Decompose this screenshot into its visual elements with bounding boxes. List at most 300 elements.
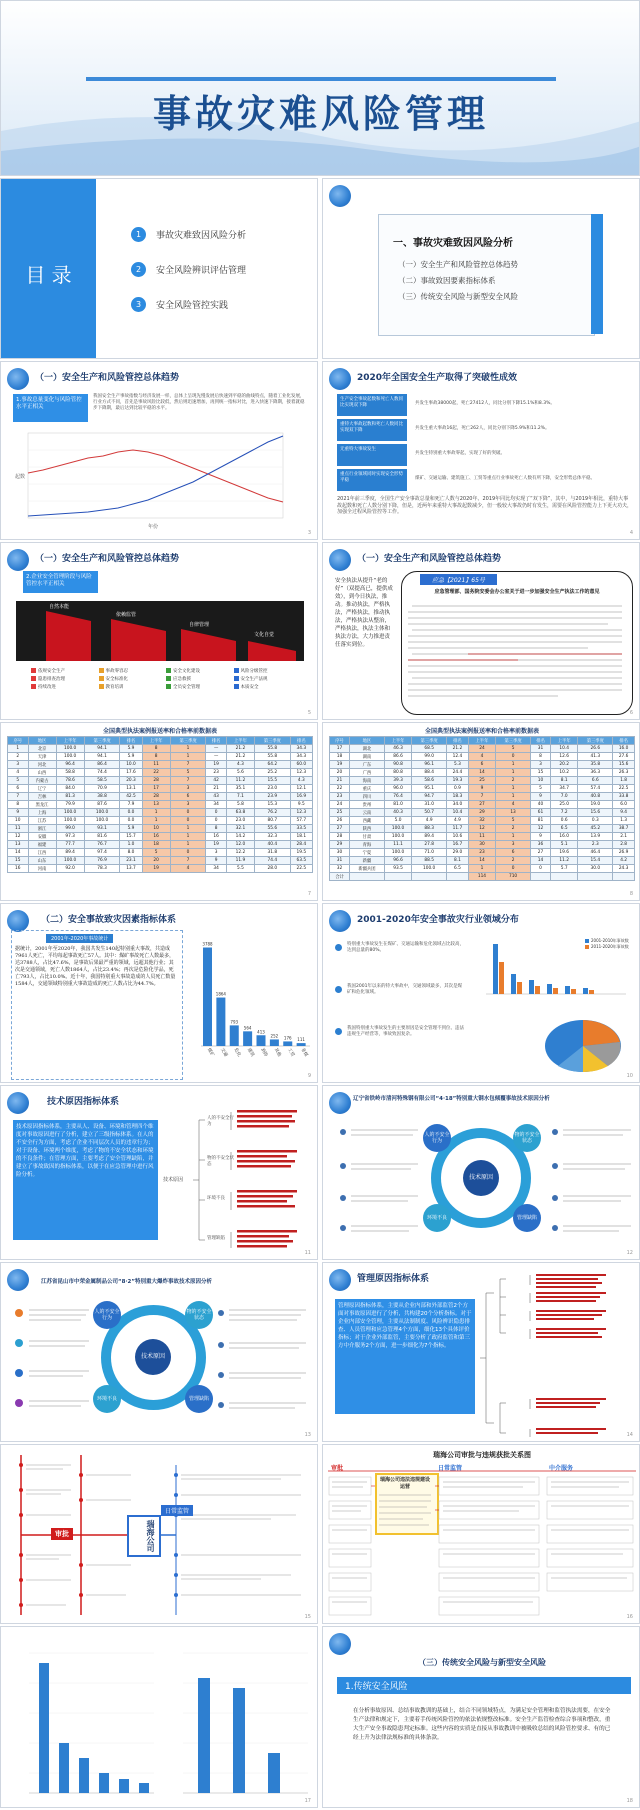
table-cell: 15.4 (578, 857, 613, 865)
table-slide-1 (0, 722, 318, 901)
table-cell: 40.4 (254, 841, 290, 849)
table-cell: 6.0 (613, 801, 635, 809)
table-cell: 81.3 (56, 793, 84, 801)
table-cell: 19.3 (447, 777, 469, 785)
highlight-box: 1.事故总量变化与风险管控水平正相关 (13, 394, 88, 422)
enforcement-note: 安全执法从提升“老的好”（双提高已，提供成效），到今日执法，推动。推动执法，严格执法，严格执法，推动执法，严格执法从整治，严格执法，执法主体和执法方法，大力推进责任落实到位。 (335, 578, 393, 648)
table-cell: 5 (8, 777, 29, 785)
tree-branch: 物的不安全状态 (207, 1156, 234, 1167)
table-cell: 2 (496, 857, 531, 865)
toc-item[interactable] (131, 217, 246, 252)
table-cell: 3 (530, 761, 550, 769)
table-cell: 58.6 (412, 777, 447, 785)
table-cell: 0 (170, 817, 206, 825)
table-cell: 35.1 (226, 785, 254, 793)
table-cell (350, 873, 385, 881)
table-row (8, 761, 313, 769)
slide-title: 江苏省昆山市中荣金属制品公司“8·2”特别重大爆炸事故技术原因分析 (41, 1279, 212, 1285)
table-row (8, 809, 313, 817)
section1-slide (322, 178, 640, 359)
table-cell: 6 (468, 761, 495, 769)
legend-item: 安全生产法规 (234, 676, 302, 682)
table-cell: 10.0 (120, 761, 142, 769)
table-cell (530, 873, 550, 881)
table-cell: 15.5 (254, 777, 290, 785)
table-cell: 95.1 (412, 785, 447, 793)
management-tree (478, 1273, 638, 1438)
table-cell: 山西 (28, 769, 56, 777)
tree-branch: 环境不良 (207, 1196, 225, 1201)
table-cell: 北京 (28, 745, 56, 753)
table-cell: 7.9 (120, 801, 142, 809)
table-cell: 0.6 (550, 817, 577, 825)
supervision-label: 日常监管 (161, 1505, 193, 1516)
bar-value-label: 793 (230, 1019, 239, 1025)
table-cell: 27.8 (412, 841, 447, 849)
table-cell: 19.0 (578, 801, 613, 809)
table-cell: 25.2 (254, 769, 290, 777)
table-cell: 40 (530, 801, 550, 809)
table-row (330, 777, 635, 785)
table-cell: 5 (170, 769, 206, 777)
table-cell: 7 (170, 777, 206, 785)
bar-value-label: 252 (270, 1033, 279, 1039)
table-cell: 43 (206, 793, 227, 801)
table-row (330, 785, 635, 793)
table-cell: 100.0 (84, 809, 120, 817)
bar-消防 (257, 1035, 266, 1046)
table-cell: 1 (468, 865, 495, 873)
table-cell: 1 (170, 745, 206, 753)
table-cell: 4.3 (226, 761, 254, 769)
result-row (337, 444, 632, 466)
case-text-lines (1, 1263, 318, 1442)
table-cell: 3 (8, 761, 29, 769)
page-number: 16 (626, 1614, 633, 1620)
stage-label: 文化自觉 (254, 632, 275, 638)
table-cell: 21.2 (226, 745, 254, 753)
table-row (330, 833, 635, 841)
table-cell: 13.7 (120, 865, 142, 873)
industry-slide (322, 903, 640, 1083)
table-cell: 20 (330, 769, 350, 777)
corner-bubble-icon (7, 549, 29, 571)
table-cell: 6.6 (578, 777, 613, 785)
ruihai-slide (0, 1444, 318, 1624)
table-cell: 25.0 (550, 801, 577, 809)
table-header-cell: 排名 (206, 737, 227, 745)
legend-item: 全员安全管理 (166, 684, 234, 690)
table-cell: 100.0 (56, 857, 84, 865)
toc-item[interactable] (131, 252, 246, 287)
table-caption: 全国典型执法案例报送率和合格率前数据表 (424, 728, 539, 735)
table-cell: 99.0 (56, 825, 84, 833)
trend-description: 我国安全生产事故指数与经济发展一样，总体上呈现先慢发展后快速到平稳的曲线特点，随着工业化发展，行业方式不同，首先是事故风险比较低，然后则迅速增加，再到统一指标对比，进入快速下降期，接着就稳步下降期，最后达到比较平稳的水平。 (93, 394, 305, 411)
table-cell (384, 873, 411, 881)
table-header-cell: 上半年 (226, 737, 254, 745)
table-header-cell: 排名 (613, 737, 635, 745)
table-cell: 30.0 (578, 865, 613, 873)
section1-heading: 一、事故灾难致因风险分析 (393, 238, 513, 249)
table-cell: 7.0 (550, 793, 577, 801)
table-cell: 25 (330, 809, 350, 817)
table-cell: 11 (142, 761, 170, 769)
table-cell: 100.0 (384, 825, 411, 833)
table-cell: 4 (496, 801, 531, 809)
table-cell: 14 (530, 857, 550, 865)
corner-bubble-icon (329, 1269, 351, 1291)
table-cell: 1 (8, 745, 29, 753)
table-cell: 114 (468, 873, 495, 881)
slide-title: 管理原因指标体系 (357, 1274, 430, 1284)
table-cell: 16.0 (613, 745, 635, 753)
table-cell: 76.9 (84, 857, 120, 865)
table-cell: 76.7 (84, 841, 120, 849)
table-cell: 5.8 (226, 801, 254, 809)
bar-category-label: 非煤 (299, 1047, 309, 1058)
table-cell: 11 (8, 825, 29, 833)
table-header-cell: 第三季度 (496, 737, 531, 745)
enforcement-slide (322, 542, 640, 720)
table-cell: 5.9 (120, 753, 142, 761)
table-cell: 58.5 (84, 777, 120, 785)
table-cell: 8 (142, 753, 170, 761)
table-cell: 55.6 (254, 825, 290, 833)
table-header-cell: 序号 (8, 737, 29, 745)
subsection-bar (337, 1677, 631, 1694)
bar-value-label: 176 (283, 1035, 292, 1041)
table-cell: 29.0 (447, 849, 469, 857)
toc-item-label: 事故灾难致因风险分析 (156, 231, 247, 241)
traditional-risk-text: 在分析事故原因、总结事故教训的基础上，结合不同领域特点，为满足安全管理和监管执法需要，在安全生产法律和规定下，主要着手传统风险管控的依法依规整改标准。安全生产监管检查综合事项和整改，重大生产安全事故隐患判定标准。这些内容的实质是直接从事故教训中被吸收总结的风险管控要求、有的已经上升为法律法规标准的具体条款。 (353, 1708, 611, 1741)
fatalities-bar-chart (187, 934, 312, 1074)
traditional-risk-slide (322, 1626, 640, 1808)
table-cell: 16 (206, 833, 227, 841)
table-cell: 6.5 (550, 825, 577, 833)
page-number: 15 (304, 1614, 311, 1620)
table-header-cell: 第三季度 (412, 737, 447, 745)
table-cell: 24.4 (447, 769, 469, 777)
table-cell: 86.4 (84, 761, 120, 769)
document-title: 应急管理部、国务院安委会办公室关于进一步加强安全生产执法工作的意见 (434, 589, 600, 595)
table-cell: 24 (330, 801, 350, 809)
table-cell: 32.1 (226, 825, 254, 833)
slide-title: （一）安全生产和风险管控总体趋势 (35, 373, 180, 383)
page-number: 11 (304, 1250, 311, 1256)
table-cell: 四川 (350, 793, 385, 801)
table-cell: 24.3 (613, 865, 635, 873)
table-cell: 100.0 (56, 753, 84, 761)
result-tag: 生产安全事故起数和死亡人数同比实现双下降 (337, 394, 407, 416)
table-cell (447, 873, 469, 881)
relation-map-title: 瑞海公司审批与违规获批关系图 (433, 1451, 531, 1459)
table-header-cell: 排名 (290, 737, 312, 745)
table-cell: 100.0 (56, 809, 84, 817)
toc-title: 目 录 (25, 263, 72, 287)
bar-category-label: 危化 (232, 1047, 242, 1058)
table-row (330, 841, 635, 849)
table-row (8, 833, 313, 841)
result-text: 共发生特别重大事故零起，实现了好的突破。 (415, 451, 505, 456)
bar-value-label: 111 (297, 1037, 305, 1043)
table-cell: 0 (530, 865, 550, 873)
result-text: 共发生重大事故16起，死亡262人，同比分别下降5.9%和11.2%。 (415, 426, 550, 431)
table-cell: 19 (330, 761, 350, 769)
subsection-title: 1.传统安全风险 (345, 1682, 408, 1692)
table-cell: 40.8 (578, 793, 613, 801)
table-cell: 26.6 (578, 745, 613, 753)
bar-category-label: 建筑 (245, 1047, 255, 1058)
legend-item: 安全文化建设 (166, 668, 234, 674)
table-cell: 81.6 (84, 833, 120, 841)
table-cell: 20 (142, 857, 170, 865)
table-header-cell: 上半年 (468, 737, 495, 745)
table-cell: 22.5 (290, 865, 312, 873)
page-number: 9 (307, 1073, 311, 1079)
cycle-node: 环境不良 (93, 1385, 121, 1413)
slide-title: （一）安全生产和风险管控总体趋势 (357, 554, 502, 564)
table-cell: 87.6 (84, 801, 120, 809)
table-cell: 2.1 (613, 833, 635, 841)
table-cell: 11.7 (447, 825, 469, 833)
table-cell: 11.1 (384, 841, 411, 849)
table-row (8, 849, 313, 857)
table-cell: 10.6 (447, 833, 469, 841)
table-cell: 11.9 (226, 857, 254, 865)
table-cell: 22.5 (613, 785, 635, 793)
table-cell: 92.0 (56, 865, 84, 873)
bar-category-label: 其他 (272, 1047, 282, 1058)
industry-point: 我国2001年以来的特大事故中，交通领域最多，其次是煤矿和危化领域。 (335, 984, 465, 996)
slide-title: （二）安全事故致灾因素指标体系 (41, 915, 177, 925)
table-cell: 16 (142, 833, 170, 841)
table-cell: 15 (530, 769, 550, 777)
table-cell: 18.3 (447, 793, 469, 801)
legend-item: 持续改进 (31, 684, 99, 690)
table-cell: 9 (8, 809, 29, 817)
table-row (330, 769, 635, 777)
table-cell: 96.6 (384, 857, 411, 865)
table-cell: 96.1 (412, 761, 447, 769)
relation-map-slide (322, 1444, 640, 1624)
bar-value-label: 564 (243, 1025, 252, 1031)
cover-title: 事故灾难风险管理 (152, 91, 489, 136)
table-cell: 12 (468, 825, 495, 833)
result-text: 煤矿、交通运输、建筑施工、工贸等重点行业事故死亡人数有所下降，安全形势总体平稳。 (415, 476, 595, 481)
bar-建筑 (243, 1031, 252, 1046)
table-cell: 湖南 (350, 753, 385, 761)
table-cell: 710 (496, 873, 531, 881)
table-cell: 23 (330, 793, 350, 801)
table-cell: 8.1 (447, 857, 469, 865)
table-cell: 1 (496, 793, 531, 801)
table-cell: 10.4 (550, 745, 577, 753)
toc-list (131, 217, 246, 322)
section1-accent-bar (591, 214, 603, 334)
results-2020-slide (322, 361, 640, 540)
legend-item: 应急救援 (166, 676, 234, 682)
table-cell: 20.2 (550, 761, 577, 769)
page-number: 4 (629, 530, 633, 536)
table-cell: 16.9 (290, 793, 312, 801)
table-cell: 18.1 (290, 833, 312, 841)
slide-title: （三）传统安全风险与新型安全风险 (418, 1658, 546, 1667)
table-cell: 5.9 (120, 745, 142, 753)
table-cell: 1.0 (120, 841, 142, 849)
table-cell: 2.8 (613, 841, 635, 849)
table-cell: 15 (8, 857, 29, 865)
toc-item[interactable] (131, 287, 246, 322)
table-cell: 33.8 (613, 793, 635, 801)
table-cell: 13.9 (578, 833, 613, 841)
cycle-node: 人的不安全行为 (423, 1124, 451, 1152)
corner-bubble-icon (329, 549, 351, 571)
table-cell: 13 (8, 841, 29, 849)
table-cell: 32 (468, 817, 495, 825)
table-cell: 32 (330, 865, 350, 873)
table-cell: 24 (468, 745, 495, 753)
table-cell: 14 (468, 857, 495, 865)
stage-label: 自律管理 (189, 622, 210, 628)
table-header-cell: 排名 (530, 737, 550, 745)
table-cell: 1 (496, 769, 531, 777)
table-row (330, 809, 635, 817)
table-cell: 96.0 (384, 785, 411, 793)
table-cell: 70.9 (84, 785, 120, 793)
table-row (330, 857, 635, 865)
table-cell: 5.5 (226, 865, 254, 873)
table-header-cell: 上半年 (56, 737, 84, 745)
legend-item: 2001-2010年事故数 (585, 938, 629, 944)
bar-category-label: 交通 (219, 1047, 228, 1058)
corner-bubble-icon (329, 1633, 351, 1655)
table-cell: 8 (142, 745, 170, 753)
table-cell: 安徽 (28, 833, 56, 841)
table-cell: 4 (8, 769, 29, 777)
table-cell: 34 (206, 865, 227, 873)
trend-line-chart (13, 428, 298, 533)
table-cell: 31 (530, 745, 550, 753)
table-cell: 8 (530, 753, 550, 761)
table-cell: 26.3 (613, 769, 635, 777)
kunshan-case-slide (0, 1262, 318, 1442)
management-index-slide (322, 1262, 640, 1442)
corner-bubble-icon (329, 368, 351, 390)
table-cell: 1 (496, 761, 531, 769)
table-row (8, 769, 313, 777)
table-cell: 32.3 (254, 833, 290, 841)
table-cell: 88.3 (412, 825, 447, 833)
table-cell: 81.0 (384, 801, 411, 809)
table-cell: 0.3 (578, 817, 613, 825)
slide-title: 技术原因指标体系 (47, 1097, 120, 1107)
table-row (330, 753, 635, 761)
table-cell: 34.0 (447, 801, 469, 809)
relation-map-lines (323, 1445, 640, 1624)
table-cell: 福建 (28, 841, 56, 849)
table-cell: 新疆兵团 (350, 865, 385, 873)
table-cell: 12 (8, 833, 29, 841)
table-cell: 10 (8, 817, 29, 825)
toc-item-number: 3 (131, 297, 146, 312)
table-cell: 30 (330, 849, 350, 857)
table-cell: 9 (468, 785, 495, 793)
table-caption: 全国典型执法案例报送率和合格率前数据表 (102, 728, 217, 735)
table-cell: 新疆 (350, 857, 385, 865)
table-cell: 100.0 (384, 833, 411, 841)
table-cell: 1 (170, 753, 206, 761)
table-cell: 4 (468, 753, 495, 761)
industry-point: 特别重大事故发生在煤矿、交通运输和危化领域占比较高，达到总量的80%。 (335, 942, 465, 954)
page-number: 6 (629, 710, 633, 716)
table-cell: 38.8 (84, 793, 120, 801)
table-cell: 11.2 (226, 777, 254, 785)
table-cell: 100.0 (384, 849, 411, 857)
table-header-cell: 第三季度 (84, 737, 120, 745)
relation-column-header: 中介服务 (549, 1465, 574, 1472)
table-row (330, 849, 635, 857)
table-cell: 12 (530, 825, 550, 833)
table-cell: 10 (142, 825, 170, 833)
table-row (8, 777, 313, 785)
table-cell: 贵州 (350, 801, 385, 809)
table-cell: 12.3 (290, 769, 312, 777)
table-cell: 1 (142, 817, 170, 825)
table-header-cell: 序号 (330, 737, 350, 745)
table-cell: 22 (330, 785, 350, 793)
section1-item: （三）传统安全风险与新型安全风险 (398, 292, 518, 301)
table-cell: 90.8 (384, 761, 411, 769)
result-row (337, 469, 632, 491)
table-cell: 1 (170, 833, 206, 841)
relation-center-title: 瑞海公司违法违规建设运营 (379, 1477, 430, 1490)
page-number: 17 (304, 1798, 311, 1804)
table-cell: 20.3 (120, 777, 142, 785)
right-bar-chart (163, 1633, 313, 1803)
cycle-node: 管理缺陷 (185, 1385, 213, 1413)
table-cell: 合计 (330, 873, 350, 881)
table-cell: — (206, 745, 227, 753)
table-cell: 9.4 (613, 809, 635, 817)
table-cell: 天津 (28, 753, 56, 761)
table-cell: 3 (496, 841, 531, 849)
table-cell: 浙江 (28, 825, 56, 833)
table-cell (550, 873, 577, 881)
table-cell: 28 (142, 777, 170, 785)
table-cell: 18 (142, 841, 170, 849)
table-cell: 42.5 (120, 793, 142, 801)
industry-point: 我国特别重大事故发生的主要原因是安全管理不到位、违法违规生产经营等，事故致因复杂。 (335, 1026, 465, 1038)
table-cell: 陕西 (350, 825, 385, 833)
slide-title: 2020年全国安全生产取得了突破性成效 (357, 373, 518, 383)
table-cell: 61 (530, 809, 550, 817)
table-cell: 30 (468, 841, 495, 849)
table-cell: 84.0 (56, 785, 84, 793)
bar-煤矿 (203, 948, 212, 1046)
cycle-center: 技术原因 (135, 1339, 171, 1375)
highlight-box: 2.企业安全管理阶段与风险管控水平正相关 (23, 571, 98, 593)
table-cell: 46.4 (578, 849, 613, 857)
document-header: 应急【2021】65号 (420, 574, 497, 585)
table-cell: 97.4 (84, 849, 120, 857)
enforcement-table (329, 736, 635, 881)
table-cell: 64.2 (254, 761, 290, 769)
table-cell: 4.9 (447, 817, 469, 825)
table-cell: 27.6 (613, 753, 635, 761)
table-cell: 78.6 (56, 777, 84, 785)
table-cell: 19 (206, 761, 227, 769)
table-cell: 63.8 (226, 809, 254, 817)
